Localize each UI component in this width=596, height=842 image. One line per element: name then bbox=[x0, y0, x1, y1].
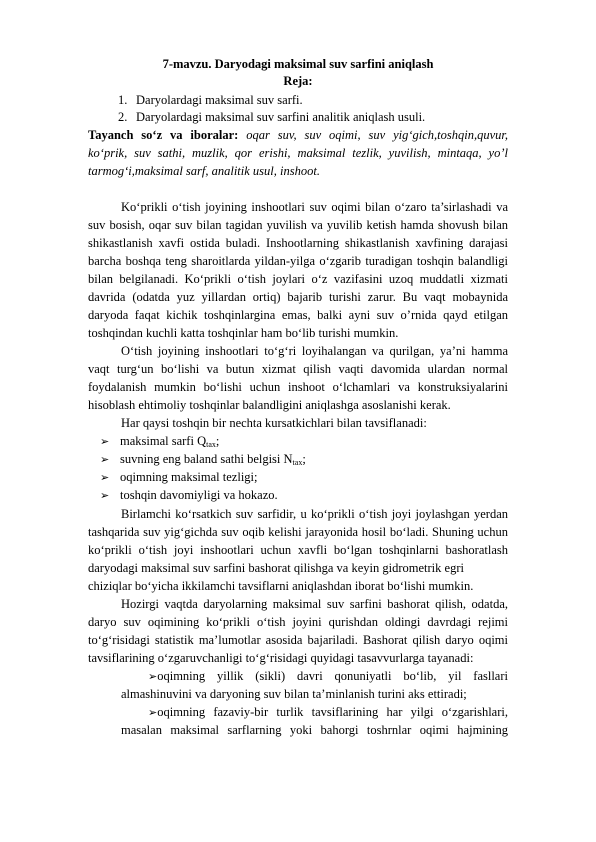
arrow-bullet-icon: ➢ bbox=[100, 472, 110, 484]
paragraph-line: O‘tish joyining inshootlari to‘g‘ri loyihalangan va qurilgan, ya’ni hamma bbox=[121, 344, 508, 358]
keywords-line: Tayanch so‘z va iboralar: oqar suv, suv oqimi, suv yig‘gich,toshqin,quvur, bbox=[88, 128, 509, 142]
paragraph-line: davrida (odatda yuz yillardan ortiq) bajarib turishi zarur. Bu vaqt mobaynida bbox=[88, 290, 508, 304]
paragraph-line: tavsiflarining o‘zgaruvchanligi to‘g‘risidagi quyidagi tasavvurlarga tayanadi: bbox=[88, 651, 474, 665]
arrow-bullet-icon: ➢ bbox=[100, 436, 110, 448]
keywords-line: ko‘prik, suv sathi, muzlik, qor erishi, maksimal tezlik, yuvilish, mintaqa, yo’l bbox=[88, 146, 508, 160]
list-item-continuation: masalan maksimal sarflarning yoki bahorgi toshrnlar oqimi hajmining bbox=[121, 723, 508, 737]
paragraph-line: daryodagi maksimal suv sarfini bashorat qilishga va keyin gidrometrik egri bbox=[88, 561, 464, 575]
arrow-bullet-icon: ➢ bbox=[148, 671, 158, 683]
page-title: 7-mavzu. Daryodagi maksimal suv sarfini aniqlash bbox=[162, 57, 434, 71]
paragraph-line: Ko‘prikli o‘tish joyining inshootlari suv oqimi bilan o‘zaro ta’sirlashadi va bbox=[121, 200, 508, 214]
list-item: ➢ toshqin davomiyligi va hokazo. bbox=[100, 488, 278, 502]
paragraph-line: tashqarida suv yig‘gichda suv oqib kelishi jarayonida hosil bo‘ladi. Shuning uchun bbox=[88, 525, 508, 539]
plan-item: 2. Daryolardagi maksimal suv sarfini analitik aniqlash usuli. bbox=[118, 110, 426, 124]
list-item: ➢ oqimning maksimal tezligi; bbox=[100, 470, 258, 484]
list-item-continuation: almashinuvini va daryoning suv bilan ta’minlanish turini aks ettiradi; bbox=[121, 687, 467, 701]
paragraph-line: Har qaysi toshqin bir nechta kursatkichlari bilan tavsiflanadi: bbox=[121, 416, 427, 430]
arrow-bullet-icon: ➢ bbox=[100, 490, 110, 502]
list-item: ➢oqimning yillik (sikli) davri qonuniyatli bo‘lib, yil fasllari bbox=[148, 669, 508, 683]
plan-item: 1. Daryolardagi maksimal suv sarfi. bbox=[118, 93, 303, 107]
list-item: ➢oqimning fazaviy-bir turlik tavsiflarining har yilgi o‘zgarishlari, bbox=[148, 705, 508, 719]
arrow-bullet-icon: ➢ bbox=[148, 707, 158, 719]
list-item: ➢ maksimal sarfi $Q_{tax}$; bbox=[100, 434, 220, 449]
paragraph-line: barcha boshqa teng sharoitlarda yildan-yilga o‘zgarib turadigan toshqin balandligi bbox=[88, 254, 508, 268]
paragraph-line: daryo suv oqimining ko‘prikli o‘tish joyini qurishdan oldingi davrdagi rejimi bbox=[88, 615, 508, 629]
plan-heading: Reja: bbox=[283, 74, 313, 88]
paragraph-line: ko‘prikli o‘tish joyi inshootlari uchun xavfli bo‘lgan toshqinlarni bashoratlash bbox=[88, 543, 508, 557]
paragraph-line: foydalanish mumkin bo‘lishi uchun inshoot o‘lchamlari va konstruksiyalarini bbox=[88, 380, 508, 394]
paragraph-line: bilan belgilanadi. Ko‘prikli o‘tish joylari o‘z vazifasini uzoq muddatli xizmati bbox=[88, 272, 508, 286]
paragraph-line: vaqt turg‘un bo‘lishi va butun xizmat qilish vaqti davomida ulardan normal bbox=[88, 362, 508, 376]
list-item: ➢ suvning eng baland sathi belgisi $N_{tax}$; bbox=[100, 452, 306, 467]
paragraph-line: suv bosish, oqar suv bilan tagidan yuvilish va yuvilib ketish hamda shovush bilan bbox=[88, 218, 508, 232]
keywords-line: tarmog‘i,maksimal sarf, analitik usul, inshoot. bbox=[88, 164, 320, 178]
paragraph-line: to‘g‘risidagi statistik ma’lumotlar asosida bajariladi. Bashorat qilish daryo oqimi bbox=[88, 633, 508, 647]
paragraph-line: hisoblash ehtimoliy toshqinlar balandligini aniqlashga asoslanishi kerak. bbox=[88, 398, 451, 412]
paragraph-line: daryoda faqat kichik toshqinlargina emas, balki ayni suv o’rnida qayd etilgan bbox=[88, 308, 508, 322]
paragraph-line: shikastlanish xavfi ostida buladi. Inshootlarning shikastlanish xavfining darajasi bbox=[88, 236, 508, 250]
arrow-bullet-icon: ➢ bbox=[100, 454, 110, 466]
paragraph-line: Birlamchi ko‘rsatkich suv sarfidir, u ko‘prikli o‘tish joyi joylashgan yerdan bbox=[121, 507, 508, 521]
paragraph-line: chiziqlar bo‘yicha ikkilamchi tavsiflarni aniqlashdan iborat bo‘lishi mumkin. bbox=[88, 579, 474, 593]
paragraph-line: toshqindan kuchli katta toshqinlar ham bo‘lib turishi mumkin. bbox=[88, 326, 399, 340]
paragraph-line: Hozirgi vaqtda daryolarning maksimal suv sarfini bashorat qilish, odatda, bbox=[121, 597, 508, 611]
